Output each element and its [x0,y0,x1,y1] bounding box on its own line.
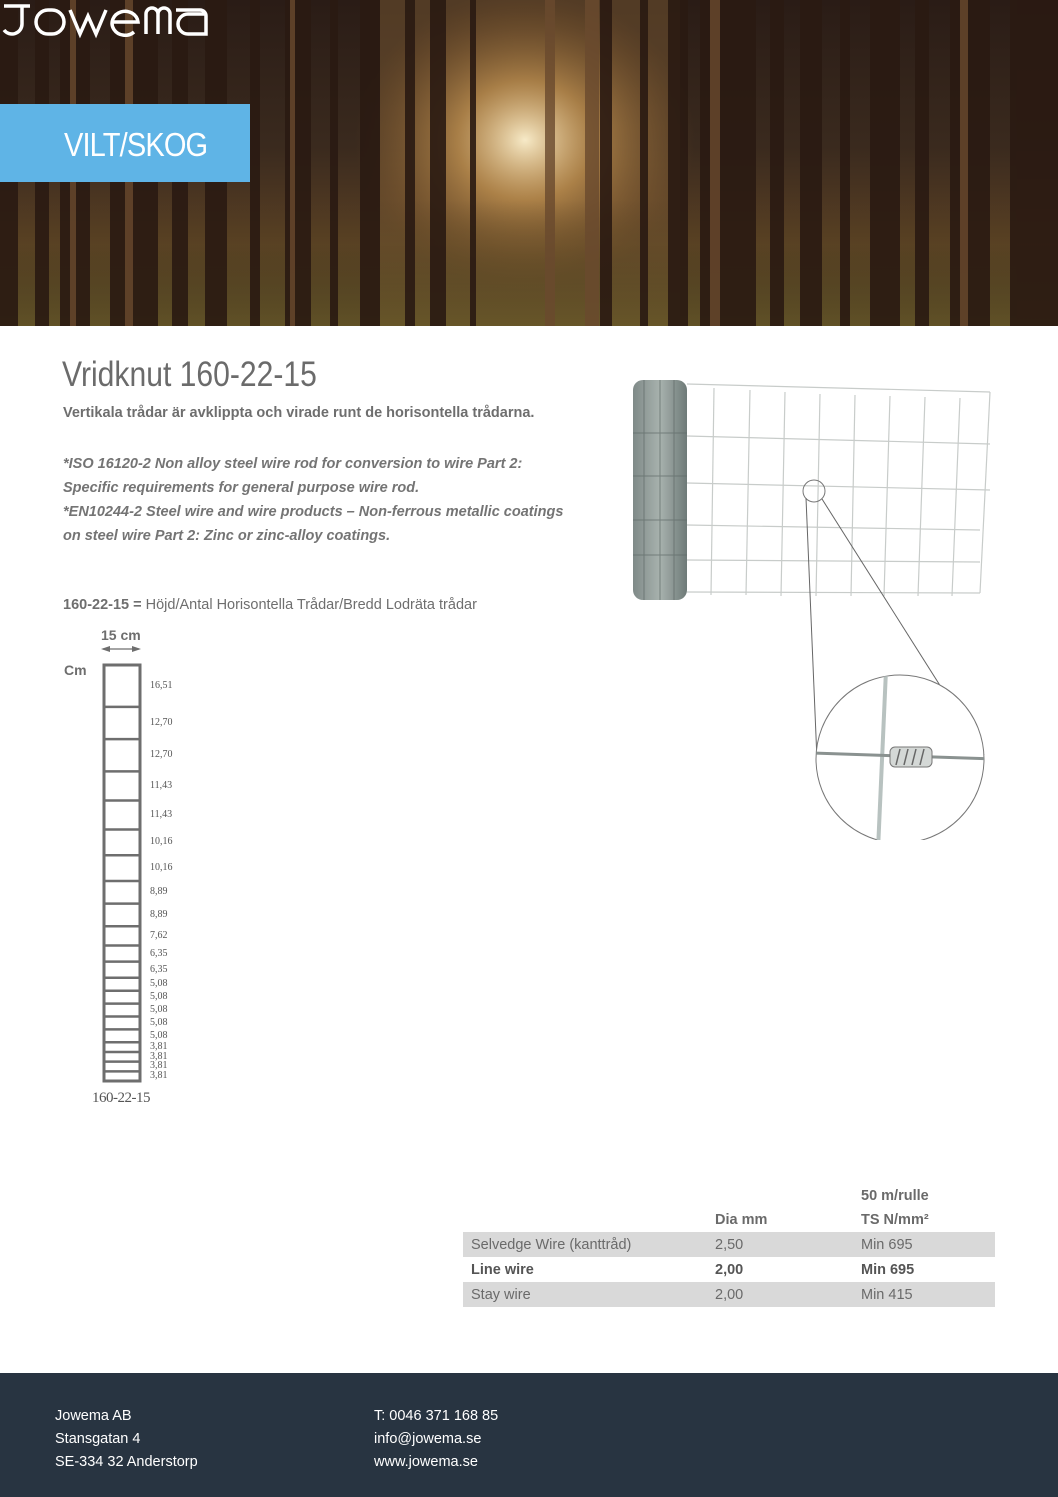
table-row [463,1232,995,1257]
spec-table [463,1184,995,1307]
header-ts: TS N/mm² [861,1212,929,1228]
spacing-label: 3,81 [150,1050,168,1062]
wire-ts: Min 695 [861,1261,915,1278]
note-line: *ISO 16120-2 Non alloy steel wire rod for conversion to wire Part 2: [63,456,523,472]
wire-dia: 2,00 [715,1261,744,1278]
footer [0,1373,1058,1497]
wire-dia: 2,50 [707,1232,853,1257]
spacing-label: 5,08 [150,991,168,1003]
spacing-label: 5,08 [150,978,168,990]
spec-header-row [463,1208,995,1232]
spacing-label: 6,35 [150,947,168,959]
spacing-label: 16,51 [150,679,173,691]
table-row [463,1257,995,1282]
note-line: Specific requirements for general purpose wire rod. [63,480,420,496]
fence-roll-illustration [624,370,1000,840]
mesh-frame [104,665,140,1081]
note-line: on steel wire Part 2: Zinc or zinc-alloy coatings. [63,528,391,544]
company-name: Jowema AB [55,1408,132,1424]
spacing-label: 8,89 [150,908,168,920]
double-arrow-icon [101,644,141,654]
spacing-label: 8,89 [150,886,168,898]
mesh-unit-label: Cm [64,662,87,678]
table-row [463,1282,995,1307]
note-line: *EN10244-2 Steel wire and wire products – Non-ferrous metallic coatings [63,504,564,520]
spacing-label: 3,81 [150,1070,168,1082]
code-legend-code: 160-22-15 = [63,597,142,613]
spacing-label: 5,08 [150,1004,168,1016]
wire-name: Line wire [471,1261,534,1278]
category-label: VILT/SKOG [64,126,208,163]
footer-address [55,1405,198,1474]
street-address: Stansgatan 4 [55,1431,141,1447]
wire-name: Selvedge Wire (kanttråd) [463,1232,707,1257]
spacing-label: 6,35 [150,963,168,975]
spacing-label: 11,43 [150,779,173,791]
code-legend-text: Höjd/Antal Horisontella Trådar/Bredd Lodräta trådar [141,597,477,613]
header-per-roll: 50 m/rulle [861,1188,929,1204]
spacing-label: 10,16 [150,862,173,874]
spec-header-row-top [463,1184,995,1208]
website-link[interactable]: www.jowema.se [374,1454,478,1470]
category-banner [0,104,250,182]
unrolled-mesh [687,384,990,596]
spacing-label: 3,81 [150,1041,168,1053]
code-legend [63,597,477,613]
product-title: Vridknut 160-22-15 [62,355,317,394]
jowema-logo [0,0,220,40]
spacing-label: 5,08 [150,1016,168,1028]
spacing-label: 11,43 [150,808,173,820]
spacing-label: 12,70 [150,749,173,761]
spacing-label: 3,81 [150,1060,168,1072]
spacing-label: 7,62 [150,929,168,941]
mesh-caption: 160-22-15 [92,1090,150,1106]
footer-contact [374,1405,498,1474]
postal-city: SE-334 32 Anderstorp [55,1454,198,1470]
spacing-label: 10,16 [150,836,173,848]
wire-dia: 2,00 [707,1282,853,1307]
product-description: Vertikala trådar är avklippta och virade runt de horisontella trådarna. [63,405,535,421]
spacing-label: 5,08 [150,1029,168,1041]
header-dia: Dia mm [715,1212,768,1228]
phone-number: T: 0046 371 168 85 [374,1408,499,1424]
email-link[interactable]: info@jowema.se [374,1431,482,1447]
standards-notes [63,452,563,548]
wire-ts: Min 695 [853,1232,995,1257]
spacing-label: 12,70 [150,717,173,729]
mesh-diagram [100,663,144,1083]
wire-ts: Min 415 [853,1282,995,1307]
hero-forest-image [0,0,1058,326]
wire-name: Stay wire [463,1282,707,1307]
mesh-width-label: 15 cm [101,627,141,643]
